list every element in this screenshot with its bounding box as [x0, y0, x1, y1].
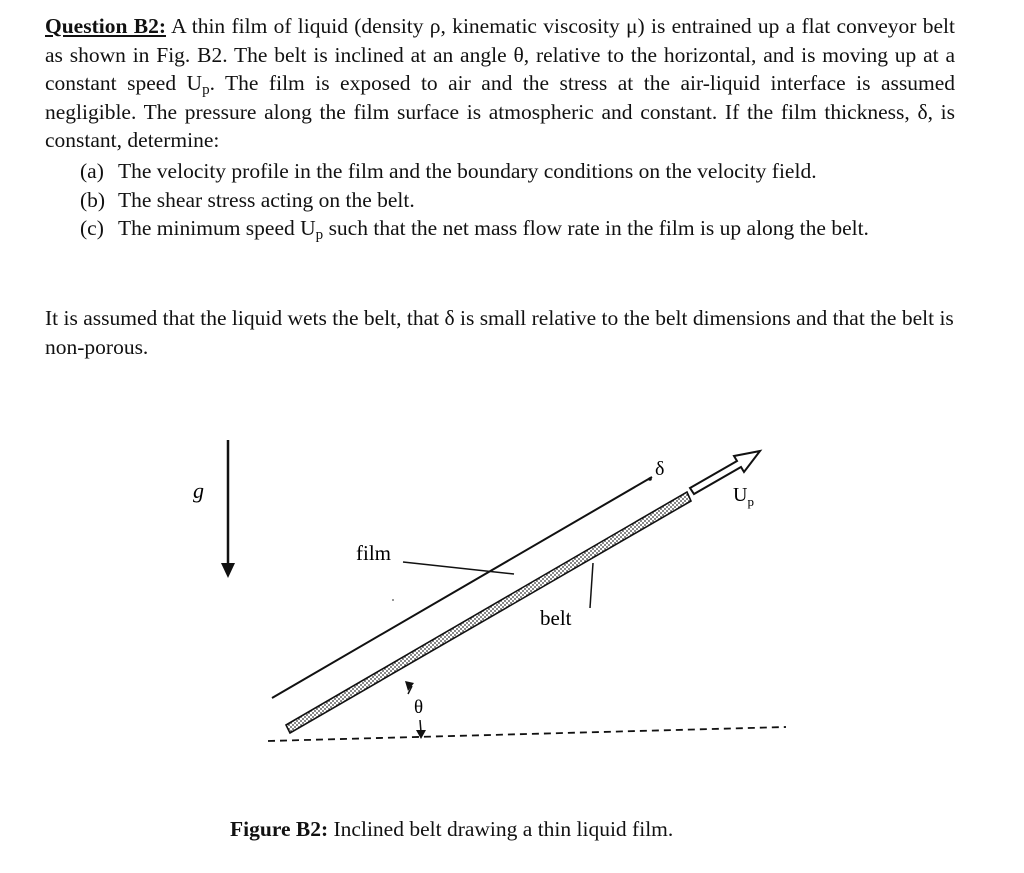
caption-text: Inclined belt drawing a thin liquid film.	[328, 817, 674, 841]
speed-label-main: U	[733, 484, 748, 506]
film-label: film	[356, 541, 391, 565]
part-a	[80, 157, 955, 186]
speed-arrow	[690, 451, 760, 494]
part-tag: (b)	[80, 187, 106, 212]
part-text: The velocity profile in the film and the boundary conditions on the velocity field.	[118, 159, 817, 183]
delta-dot	[648, 477, 652, 481]
question-intro: A thin film of liquid (density ρ, kinematic viscosity μ) is entrained up a flat conveyor belt as shown in Fig. B2. The belt is inclined at an angle θ, relative to the horizontal, and is moving up at a constant speed U	[45, 14, 955, 96]
question-label: Question B2:	[45, 14, 166, 38]
delta-label: δ	[655, 458, 665, 480]
gravity-label: g	[193, 478, 204, 503]
question-paragraph	[45, 12, 955, 155]
part-text-after: such that the net mass flow rate in the film is up along the belt.	[323, 216, 869, 241]
speed-label-sub: p	[747, 494, 754, 509]
part-tag: (a)	[80, 159, 104, 183]
speck	[392, 599, 394, 601]
belt-leader-line	[590, 563, 593, 608]
question-intro-sub: p	[202, 81, 210, 98]
belt	[286, 492, 691, 733]
part-text	[118, 214, 955, 243]
gravity-arrow-head	[221, 563, 235, 578]
part-text-sub: p	[315, 226, 324, 243]
belt-label: belt	[540, 606, 572, 630]
part-c	[80, 214, 955, 243]
part-b	[80, 186, 955, 215]
part-text-before: The minimum speed U	[118, 216, 316, 241]
belt-figure	[0, 420, 1024, 760]
horizontal-reference-line	[268, 727, 786, 741]
question-parts	[80, 157, 955, 243]
figure-caption	[230, 817, 673, 842]
question-intro-end: . The film is exposed to air and the stress at the air-liquid interface is assumed negligible. The pressure along the film surface is atmospheric and constant. If the film thickness, δ, is constant, determine:	[45, 71, 955, 153]
film-surface-line	[272, 477, 652, 698]
speed-label	[733, 484, 754, 509]
theta-label: θ	[414, 697, 424, 718]
part-tag: (c)	[80, 216, 104, 241]
part-text: The shear stress acting on the belt.	[118, 187, 415, 212]
assumption-paragraph: It is assumed that the liquid wets the belt, that δ is small relative to the belt dimensions and that the belt is non-porous.	[45, 306, 954, 359]
caption-label: Figure B2:	[230, 817, 329, 841]
